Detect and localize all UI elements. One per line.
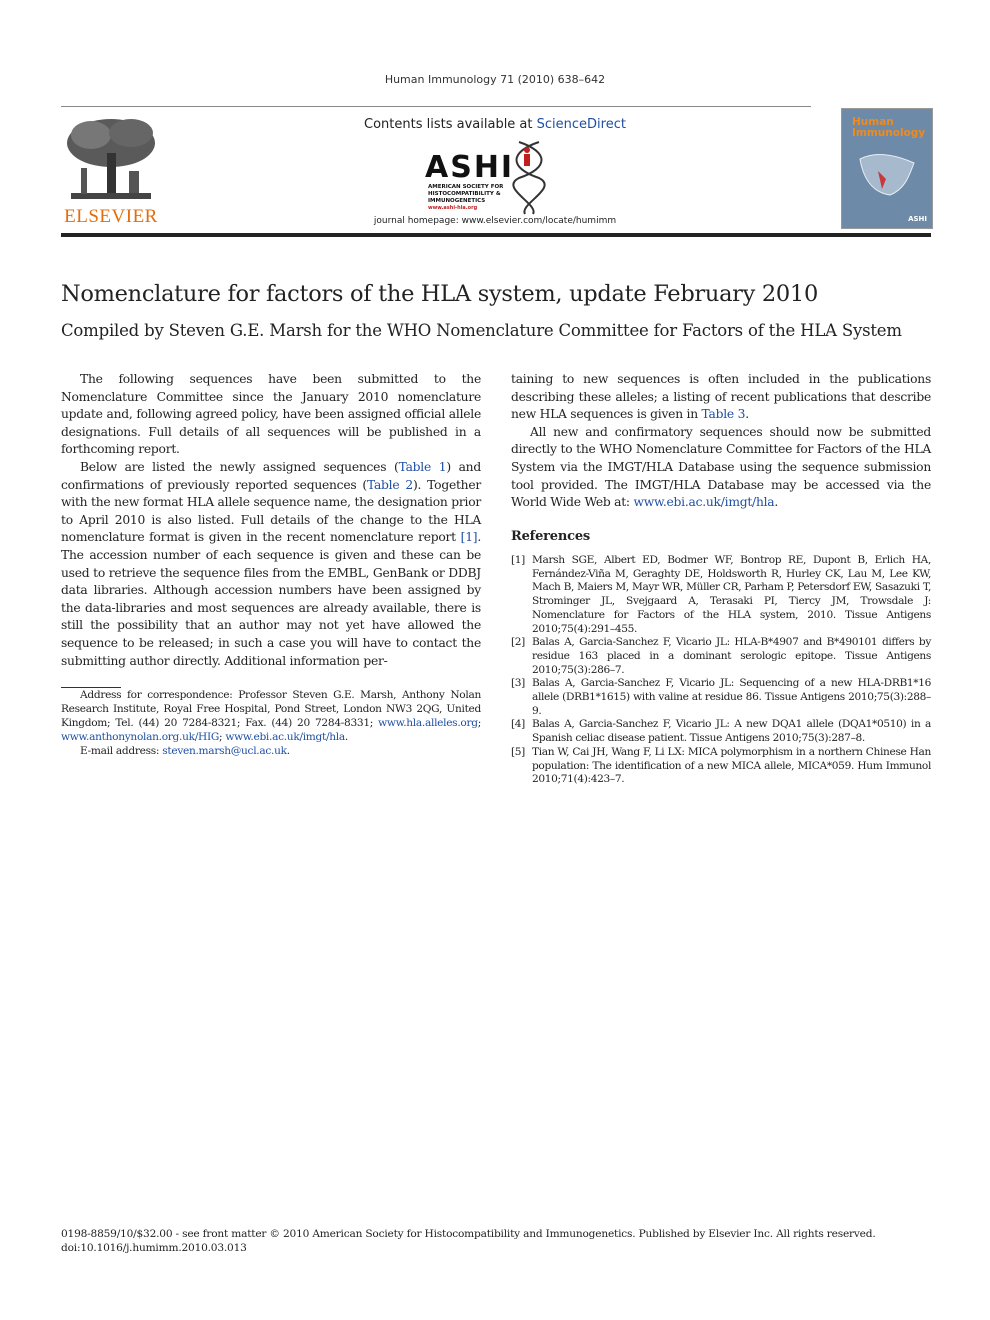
elsevier-wordmark: ELSEVIER	[64, 206, 158, 227]
header-bottom-rule	[61, 233, 931, 237]
body-left-column	[61, 371, 481, 670]
journal-cover-image	[841, 108, 933, 229]
ref1-link[interactable]: [1]	[460, 530, 478, 545]
reference-item: [5] Tian W, Cai JH, Wang F, Li LX: MICA polymorphism in a northern Chinese Han population: The identification of a new MICA allele, MICA*059. Hum Immunol 2010;71(4):423–7.	[511, 745, 931, 786]
elsevier-logo	[61, 113, 161, 227]
elsevier-tree-icon	[61, 113, 161, 205]
body-right-column	[511, 371, 931, 512]
body-paragraph: Below are listed the newly assigned sequences (Table 1) and confirmations of previously reported sequences (Table 2). Together with the new format HLA allele sequence name, the designation prior to April 2010 is also listed. Full details of the change to the HLA nomenclature format is given in the recent nomenclature report [1]. The accession number of each sequence is given and these can be used to retrieve the sequence files from the EMBL, GenBank or DDBJ data libraries. Although accession numbers have been assigned by the data-libraries and most sequences are already available, there is still the possibility that an author may not yet have allowed the sequence to be released; in such a case you will have to contact the submitting author directly. Additional information per-	[61, 459, 481, 668]
ashi-wordmark: ASHI	[425, 150, 515, 185]
ebi-imgt-link[interactable]: www.ebi.ac.uk/imgt/hla	[225, 731, 345, 743]
journal-reference: Human Immunology 71 (2010) 638–642	[384, 73, 606, 86]
header-top-rule	[61, 106, 811, 107]
copyright-line: 0198-8859/10/$32.00 - see front matter © 2010 American Society for Histocompatibility and Immunogenetics. Published by Elsevier Inc. All rights reserved.	[61, 1228, 876, 1240]
article-title: Nomenclature for factors of the HLA system, update February 2010	[61, 281, 818, 307]
contents-prefix: Contents lists available at	[364, 117, 537, 132]
body-paragraph: The following sequences have been submitted to the Nomenclature Committee since the January 2010 nomenclature update and, following agreed policy, have been assigned official allele designations. Full details of all sequences will be published in a forthcoming report.	[61, 372, 481, 457]
table1-link[interactable]: Table 1	[398, 459, 447, 474]
hla-alleles-link[interactable]: www.hla.alleles.org	[378, 717, 478, 729]
ashi-subtitle: AMERICAN SOCIETY FOR HISTOCOMPATIBILITY & IMMUNOGENETICS www.ashi-hla.org	[428, 184, 504, 211]
references-list	[511, 554, 931, 787]
body-paragraph: All new and confirmatory sequences should now be submitted directly to the WHO Nomenclature Committee for Factors of the HLA System via the IMGT/HLA Database using the sequence submission tool provided. The IMGT/HLA Database may be accessed via the World Wide Web at: www.ebi.ac.uk/imgt/hla.	[511, 424, 931, 510]
contents-availability	[330, 117, 660, 132]
ashi-logo	[425, 138, 560, 216]
body-paragraph: taining to new sequences is often included in the publications describing these alleles; a listing of recent publications that describe new HLA sequences is given in Table 3.	[511, 372, 931, 422]
cover-ashi-badge: ASHI	[908, 215, 927, 223]
email-link[interactable]: steven.marsh@ucl.ac.uk	[162, 745, 287, 757]
reference-item: [1] Marsh SGE, Albert ED, Bodmer WF, Bontrop RE, Dupont B, Erlich HA, Fernández-Viña M, Geraghty DE, Holdsworth R, Hurley CK, Lau M, Lee KW, Mach B, Maiers M, Mayr WR, Müller CR, Parham P, Petersdorf EW, Sasazuki T, Strominger JL, Svejgaard A, Terasaki PI, Tiercy JM, Trowsdale J: Nomenclature for Factors of the HLA system, 2010. Tissue Antigens 2010;75(4):291–455.	[511, 554, 931, 635]
doi-line: doi:10.1016/j.humimm.2010.03.013	[61, 1242, 247, 1254]
table3-link[interactable]: Table 3	[701, 407, 746, 422]
article-author-line: Compiled by Steven G.E. Marsh for the WHO Nomenclature Committee for Factors of the HLA System	[61, 321, 902, 340]
journal-homepage[interactable]: journal homepage: www.elsevier.com/locate/humimm	[373, 216, 617, 226]
sciencedirect-link[interactable]: ScienceDirect	[536, 117, 626, 132]
table2-link[interactable]: Table 2	[366, 477, 413, 492]
correspondence-footnote: Address for correspondence: Professor Steven G.E. Marsh, Anthony Nolan Research Institute, Royal Free Hospital, Pond Street, London NW3 2QG, United Kingdom; Tel. (44) 20 7284-8321; Fax. (44) 20 7284-8331; www.hla.alleles.org; www.anthonynolan.org.uk/HIG; www.ebi.ac.uk/imgt/hla. E-mail address: steven.marsh@ucl.ac.uk.	[61, 689, 481, 757]
reference-item: [4] Balas A, Garcia-Sanchez F, Vicario JL: A new DQA1 allele (DQA1*0510) in a Spanish celiac disease patient. Tissue Antigens 2010;75(3):287–8.	[511, 718, 931, 745]
cover-map-icon	[856, 149, 918, 199]
references-heading: References	[511, 529, 591, 544]
reference-item: [3] Balas A, Garcia-Sanchez F, Vicario JL: Sequencing of a new HLA-DRB1*16 allele (DRB1*1615) with valine at residue 86. Tissue Antigens 2010;75(3):288–9.	[511, 677, 931, 717]
imgt-hla-link[interactable]: www.ebi.ac.uk/imgt/hla	[633, 495, 775, 510]
reference-item: [2] Balas A, Garcia-Sanchez F, Vicario JL: HLA-B*4907 and B*490101 differs by residue 163 placed in a dominant serologic epitope. Tissue Antigens 2010;75(3):286–7.	[511, 636, 931, 676]
anthony-nolan-link[interactable]: www.anthonynolan.org.uk/HIG	[61, 731, 220, 743]
cover-title: Human Immunology	[852, 116, 926, 139]
copyright-info	[61, 1227, 931, 1255]
